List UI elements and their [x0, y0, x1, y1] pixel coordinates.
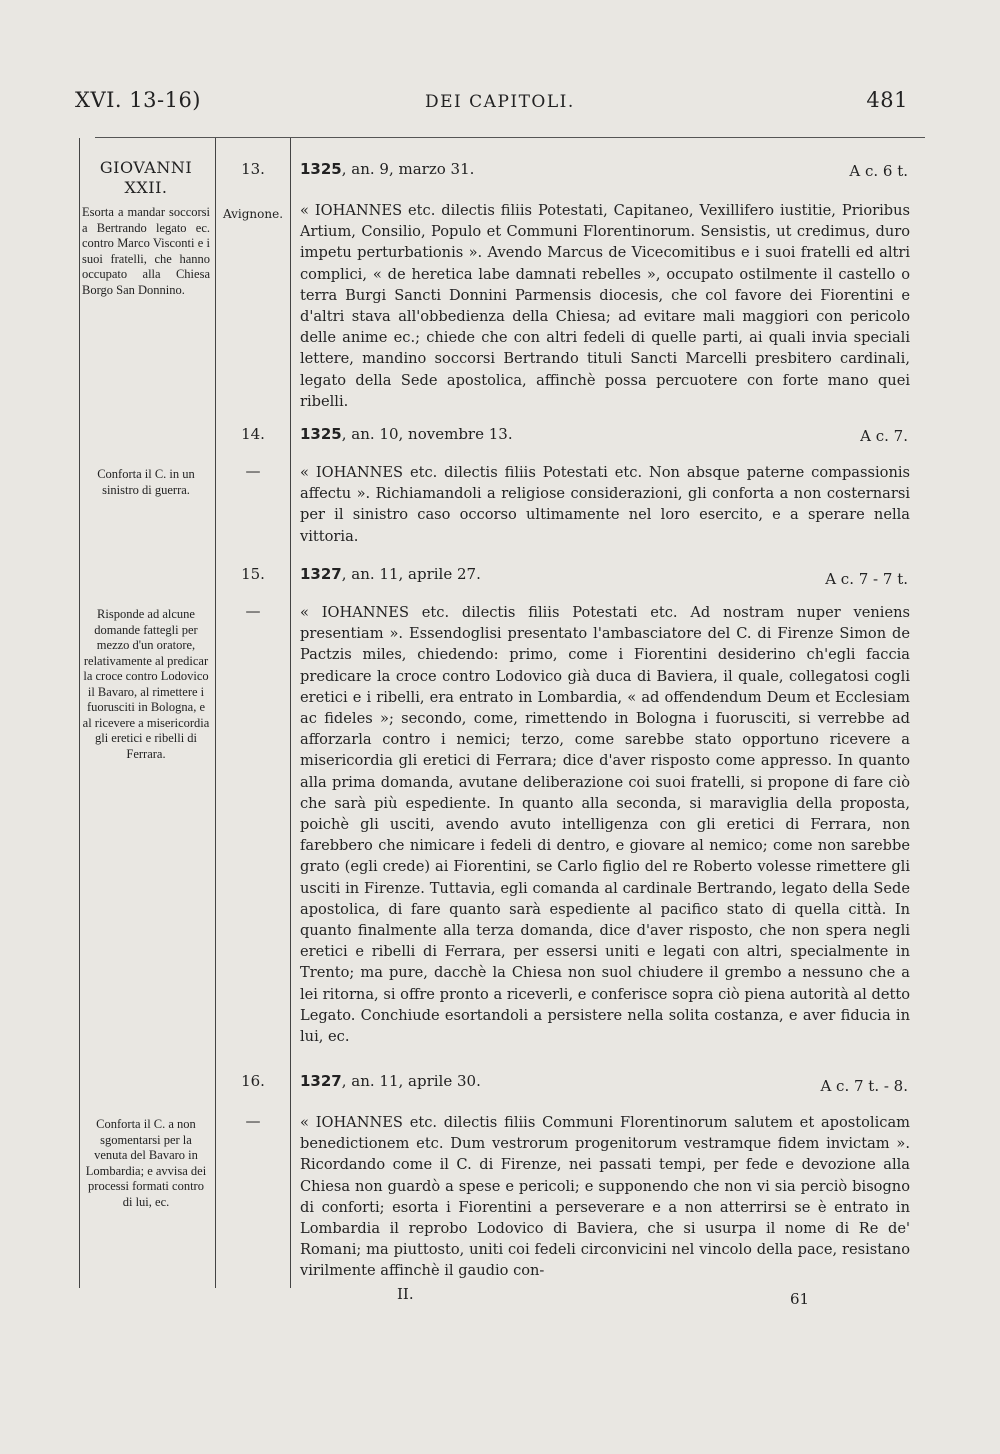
page-number: 481	[866, 88, 908, 112]
entry-date-14	[300, 425, 513, 443]
running-head-title: DEI CAPITOLI.	[425, 92, 575, 112]
entry-date-13	[300, 160, 474, 178]
entry-place-16: —	[245, 1112, 261, 1130]
entry-place-14: —	[245, 462, 261, 480]
entry-number-13: 13.	[241, 160, 265, 178]
entry-number-15: 15.	[241, 565, 265, 583]
entry-summary-14: Conforta il C. in un sinistro di guerra.	[97, 467, 195, 497]
entry-year: 1327	[300, 565, 342, 583]
entry-date-16	[300, 1072, 481, 1090]
entry-number-16: 16.	[241, 1072, 265, 1090]
pope-name	[82, 158, 210, 198]
entry-body-14: « IOHANNES etc. dilectis filiis Potestati etc. Non absque paterne compassionis affectu ». Richiamandoli a religiose considerazioni, gli conforta a non costernarsi per il sinistro caso occorso ultimamente nel loro esercito, e a sperare nella vittoria.	[300, 464, 910, 545]
entry-number-14: 14.	[241, 425, 265, 443]
entry-body-13: « IOHANNES etc. dilectis filiis Potestati, Capitaneo, Vexillifero iustitie, Prioribus Artium, Consilio, Populo et Communi Florentinorum. Sensistis, ut credimus, duro impetu perturbationis ». Avendo Marcus de Vicecomitibus e i suoi fratelli ed altri complici, « de heretica labe damnati rebelles », occupato ostilmente il castello o terra Burgi Sancti Donnini Parmensis diocesis, che col favore dei Fiorentini e d'altri stava all'obbedienza della Chiesa; ad evitare mali maggiori con pericolo delle anime ec.; chiede che con altri fedeli di quelle parti, ai quali invia speciali lettere, mandino soccorsi Bertrando tituli Sancti Marcelli presbitero cardinali, legato della Sede apostolica, affinchè possa percuotere con forte mano quei ribelli.	[300, 202, 910, 410]
entry-date-text: , an. 9, marzo 31.	[341, 160, 475, 178]
pope-name-line: GIOVANNI	[99, 158, 193, 177]
entry-date-text: , an. 11, aprile 30.	[341, 1072, 481, 1090]
pope-number-line: XXII.	[124, 178, 168, 197]
column-rule-left	[79, 138, 80, 1288]
entry-body-15: « IOHANNES etc. dilectis filiis Potestati etc. Ad nostram nuper veniens presentiam ». Essendoglisi presentato l'ambasciatore del C. di Firenze Simon de Pactzis miles, chiedendo: primo, come i Fiorentini desiderino ch'egli faccia predicare la croce contro Lodovico già duca di Baviera, il quale, collegatosi cogli eretici e i ribelli, era entrato in Lombardia, « ad offendendum Deum et Ecclesiam ac fideles »; secondo, come, rimettendo in Bologna i fuorusciti, si verrebbe ad afforzarla contro i nemici; terzo, come sarebbe stato opportuno ricevere a misericordia gli eretici di Ferrara; dice d'aver risposto come appresso. In quanto alla prima domanda, avutane deliberazione coi suoi fratelli, si propone di fare ciò che sarà più espediente. In quanto alla seconda, si maraviglia della proposta, poichè gli usciti, avendo avuto intelligenza con gli eretici di Ferrara, non farebbero che nimicare i fedeli di dentro, e giovare al nemico; come non sarebbe grato (egli crede) ai Fiorentini, se Carlo figlio del re Roberto volesse rimettere gli usciti in Firenze. Tuttavia, egli comanda al cardinale Bertrando, legato della Sede apostolica, di fare quanto sarà espediente al pacifico stato di quella città. In quanto finalmente alla terza domanda, dice d'aver risposto, che non spera negli eretici e ribelli di Ferrara, per essersi uniti e legati con altri, specialmente in Trento; ma pure, dacchè la Chiesa non suol chiudere il grembo a nessuno che a lei ritorna, si offre pronto a riceverli, e conferisce sopra ciò piena autorità al detto Legato. Conchiude esortandoli a persistere nella solita costanza, e aver fiducia in lui, ec.	[300, 604, 910, 1046]
signature-mark: II.	[397, 1285, 414, 1303]
entry-year: 1327	[300, 1072, 342, 1090]
entry-year: 1325	[300, 160, 342, 178]
entry-reference-13: A c. 6 t.	[849, 162, 908, 180]
entry-date-15	[300, 565, 481, 583]
entry-summary-13: Esorta a mandar soccorsi a Bertrando legato ec. contro Marco Visconti e i suoi fratelli, che hanno occupato alla Chiesa Borgo San Donnino.	[82, 205, 210, 297]
entry-date-text: , an. 10, novembre 13.	[341, 425, 513, 443]
sheet-number: 61	[790, 1290, 810, 1308]
header-rule	[95, 137, 925, 138]
entry-summary-15: Risponde ad alcune domande fattegli per mezzo d'un oratore, relativamente al predicar la croce contro Lodovico il Bavaro, al rimettere i fuorusciti in Bologna, e al ricevere a misericordia gli eretici e ribelli di Ferrara.	[82, 607, 210, 761]
entry-place-13: Avignone.	[222, 207, 284, 221]
entry-reference-14: A c. 7.	[860, 427, 908, 445]
entry-year: 1325	[300, 425, 342, 443]
entry-place-15: —	[245, 602, 261, 620]
entry-summary-16: Conforta il C. a non sgomentarsi per la venuta del Bavaro in Lombardia; e avvisa dei processi formati contro di lui, ec.	[85, 1117, 207, 1209]
running-head-section: XVI. 13-16)	[75, 88, 201, 112]
entry-reference-15: A c. 7 - 7 t.	[825, 570, 908, 588]
entry-reference-16: A c. 7 t. - 8.	[820, 1077, 908, 1095]
entry-date-text: , an. 11, aprile 27.	[341, 565, 481, 583]
column-rule-number	[290, 138, 291, 1288]
entry-body-16: « IOHANNES etc. dilectis filiis Communi Florentinorum salutem et apostolicam benedictionem etc. Dum vestrorum progenitorum vestramque fidem invictam ». Ricordando come il C. di Firenze, nei passati tempi, per fede e devozione alla Chiesa non guardò a spese e pericoli; e supponendo che non vi sia perciò bisogno di conforti; esorta i Fiorentini a perseverare e a non atterrirsi se è entrato in Lombardia il reprobo Lodovico di Baviera, che si usurpa il nome di Re de' Romani; ma piuttosto, uniti coi fedeli circonvicini nel vincolo della pace, resistano virilmente affinchè il gaudio con-	[300, 1114, 910, 1280]
column-rule-summary	[215, 138, 216, 1288]
